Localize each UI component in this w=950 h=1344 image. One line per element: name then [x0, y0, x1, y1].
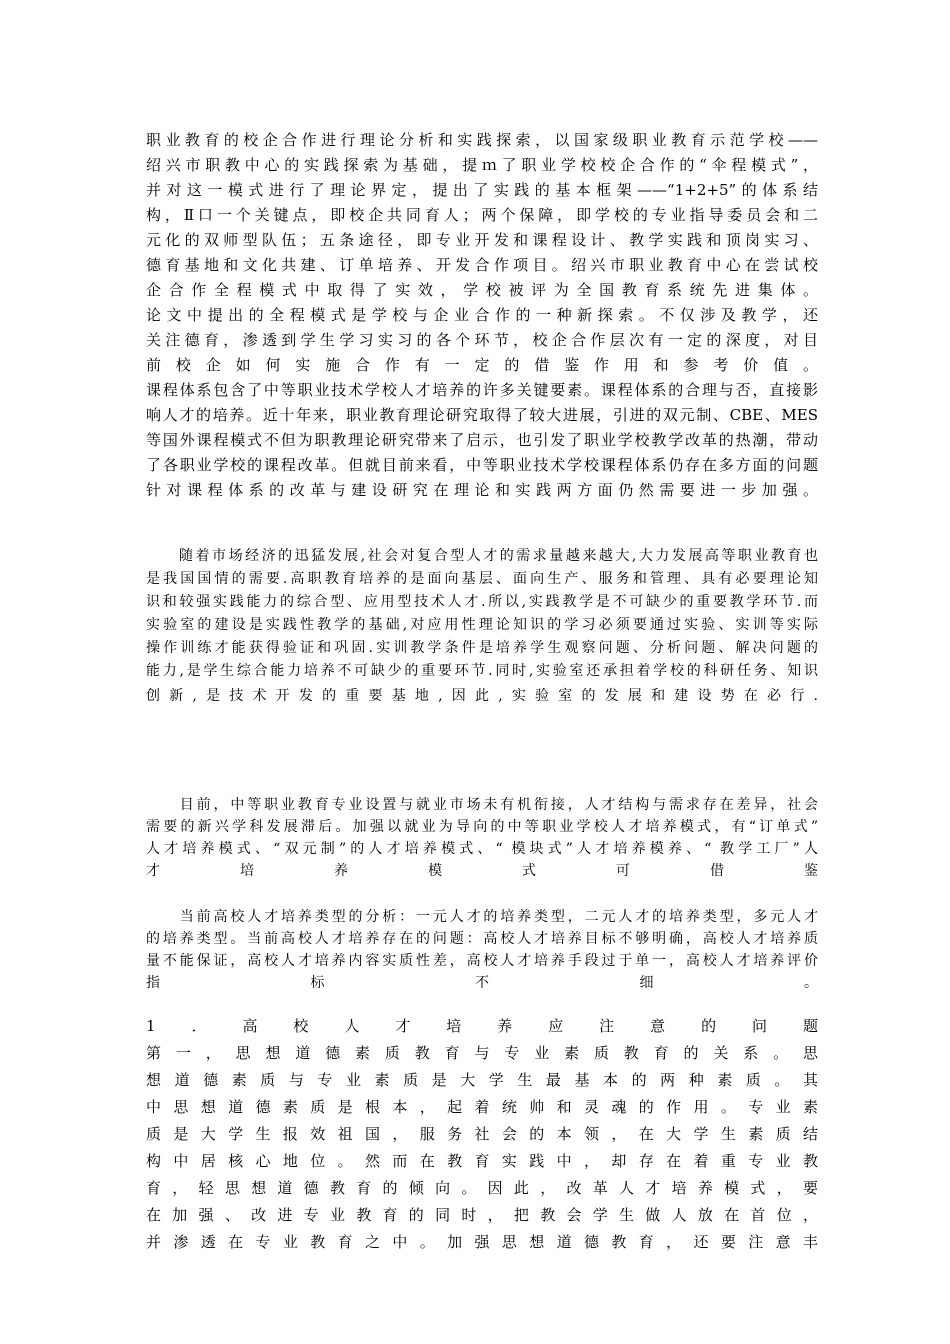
paragraph-line: 第一，思想道德素质教育与专业素质教育的关系。思: [146, 1044, 818, 1062]
paragraph-line: 在加强、改进专业教育的同时，把教会学生做人放在首位，: [146, 1206, 818, 1224]
paragraph-line: 的培养类型。当前高校人才培养存在的问题：高校人才培养目标不够明确，高校人才培养质: [146, 931, 818, 947]
paragraph-line: 能力,是学生综合能力培养不可缺少的重要环节.同时,实验室还承担着学校的科研任务、知识: [146, 663, 818, 679]
paragraph-line: 并渗透在专业教育之中。加强思想道德教育，还要注意丰: [146, 1233, 818, 1251]
paragraph-line: 质是大学生报效祖国，服务社会的本领，在大学生素质结: [146, 1125, 818, 1143]
paragraph-line: 构，Ⅱ口一个关键点，即校企共同育人；两个保障，即学校的专业指导委员会和二: [146, 206, 818, 224]
paragraph-line: 针对课程体系的改革与建设研究在理论和实践两方面仍然需要进一步加强。: [146, 481, 818, 499]
paragraph-line: 元化的双师型队伍；五条途径，即专业开发和课程设计、教学实践和顶岗实习、: [146, 231, 818, 249]
section-heading: 1．高校人才培养应注意的问题: [146, 1017, 818, 1035]
paragraph-line: 识和较强实践能力的综合型、应用型技术人才.所以,实践教学是不可缺少的重要教学环节.而: [146, 594, 818, 610]
paragraph-line: 中思想道德素质是根本，起着统帅和灵魂的作用。专业素: [146, 1098, 818, 1116]
paragraph-line: 德育基地和文化共建、订单培养、开发合作项目。绍兴市职业教育中心在尝试校: [146, 256, 818, 274]
paragraph-line: 需要的新兴学科发展滞后。加强以就业为导向的中等职业学校人才培养模式，有“订单式”: [146, 819, 818, 835]
paragraph-line: 随着市场经济的迅猛发展,社会对复合型人才的需求量越来越大,大力发展高等职业教育也: [146, 548, 818, 564]
paragraph-line: 人才培养模式、“双元制”的人才培养模式、“ 模块式”人才培养模养、“ 教学工厂”人: [146, 841, 818, 857]
paragraph-line: 职业教育的校企合作进行理论分析和实践探索，以国家级职业教育示范学校——: [146, 131, 818, 149]
paragraph-line: 实验室的建设是实践性教学的基础,对应用性理论知识的学习必须要通过实验、实训等实际: [146, 617, 818, 633]
paragraph-line: 等国外课程模式不但为职教理论研究带来了启示，也引发了职业学校教学改革的热潮，带动: [146, 431, 818, 449]
paragraph-line: 了各职业学校的课程改革。但就目前来看，中等职业技术学校课程体系仍存在多方面的问题: [146, 456, 818, 474]
paragraph-line: 是我国国情的需要.高职教育培养的是面向基层、面向生产、服务和管理、具有必要理论知: [146, 571, 818, 587]
paragraph-line: 当前高校人才培养类型的分析：一元人才的培养类型，二元人才的培养类型，多元人才: [146, 909, 818, 925]
paragraph-line: 企合作全程模式中取得了实效，学校被评为全国教育系统先进集体。: [146, 281, 818, 299]
paragraph-line: 绍兴市职教中心的实践探索为基础，提ｍ了职业学校校企合作的“伞程模式”，: [146, 156, 818, 174]
paragraph-line: 才培养模式可借鉴: [146, 863, 818, 879]
paragraph-line: 前校企如何实施合作有一定的借鉴作用和参考价值。: [146, 356, 818, 374]
paragraph-line: 响人才的培养。近十年来，职业教育理论研究取得了较大进展，引进的双元制、CBE、MES: [146, 406, 818, 424]
paragraph-line: 量不能保证，高校人才培养内容实质性差，高校人才培养手段过于单一，高校人才培养评价: [146, 953, 818, 969]
paragraph-line: 育，轻思想道德教育的倾向。因此，改革人才培养模式，要: [146, 1179, 818, 1197]
paragraph-line: 想道德素质与专业素质是大学生最基本的两种素质。其: [146, 1071, 818, 1089]
paragraph-line: 创新,是技术开发的重要基地,因此,实验室的发展和建设势在必行.: [146, 688, 818, 704]
paragraph-line: 并对这一模式进行了理论界定，提出了实践的基本框架——“1+2+5”的体系结: [146, 181, 818, 199]
paragraph-line: 构中居核心地位。然而在教育实践中，却存在着重专业教: [146, 1152, 818, 1170]
paragraph-line: 课程体系包含了中等职业技术学校人才培养的许多关键要素。课程体系的合理与否，直接影: [146, 381, 818, 399]
paragraph-line: 指标不细。: [146, 975, 818, 991]
paragraph-line: 操作训练才能获得验证和巩固.实训教学条件是培养学生观察问题、分析问题、解决问题的: [146, 640, 818, 656]
paragraph-line: 目前，中等职业教育专业设置与就业市场未有机衔接，人才结构与需求存在差异，社会: [146, 797, 818, 813]
paragraph-line: 关注德育，渗透到学生学习实习的各个环节，校企合作层次有一定的深度，对目: [146, 331, 818, 349]
paragraph-line: 论文中提出的全程模式是学校与企业合作的一种新探索。不仅涉及教学，还: [146, 306, 818, 324]
